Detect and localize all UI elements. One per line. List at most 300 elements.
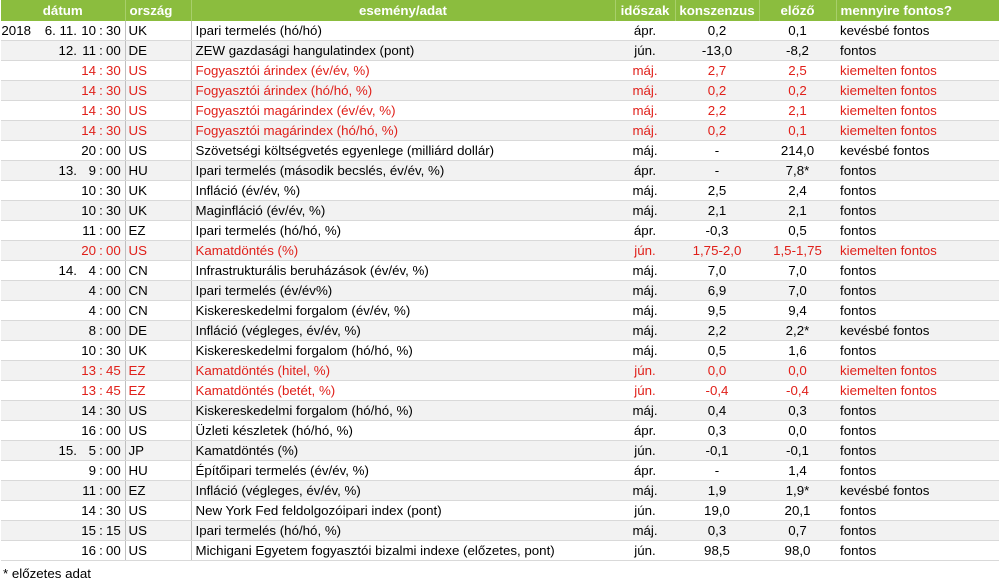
event-cell: Kamatdöntés (betét, %) (191, 381, 615, 401)
table-row (1, 381, 999, 401)
date-cell (1, 521, 125, 541)
period-cell: máj. (615, 321, 675, 341)
hour: 10 (81, 23, 96, 38)
country-cell: HU (125, 161, 191, 181)
date-cell (1, 541, 125, 561)
period-cell: ápr. (615, 221, 675, 241)
consensus-cell: 6,9 (675, 281, 759, 301)
hour: 5 (88, 443, 96, 458)
minute: 00 (106, 283, 121, 298)
date-cell (1, 361, 125, 381)
time-separator: : (99, 283, 103, 298)
time-separator: : (99, 443, 103, 458)
consensus-cell: 7,0 (675, 261, 759, 281)
minute: 30 (106, 23, 121, 38)
country-cell: US (125, 241, 191, 261)
date-cell (1, 501, 125, 521)
day: 13. (58, 163, 77, 178)
minute: 30 (106, 503, 121, 518)
previous-cell: 9,4 (759, 301, 836, 321)
minute: 00 (106, 423, 121, 438)
importance-cell: fontos (836, 441, 999, 461)
table-row (1, 221, 999, 241)
table-row (1, 521, 999, 541)
country-cell: DE (125, 321, 191, 341)
time-separator: : (99, 383, 103, 398)
country-cell: US (125, 501, 191, 521)
table-row (1, 461, 999, 481)
country-cell: CN (125, 301, 191, 321)
previous-cell: 0,2 (759, 81, 836, 101)
minute: 30 (106, 63, 121, 78)
time-separator: : (99, 303, 103, 318)
table-row (1, 481, 999, 501)
date-cell (1, 281, 125, 301)
event-cell: Fogyasztói magárindex (év/év, %) (191, 101, 615, 121)
minute: 45 (106, 363, 121, 378)
country-cell: HU (125, 461, 191, 481)
table-row (1, 101, 999, 121)
consensus-cell: 2,7 (675, 61, 759, 81)
event-cell: Infláció (év/év, %) (191, 181, 615, 201)
hour: 14 (81, 503, 96, 518)
table-row (1, 441, 999, 461)
previous-cell: 7,0 (759, 261, 836, 281)
hour: 16 (81, 423, 96, 438)
country-cell: EZ (125, 361, 191, 381)
day: 14. (58, 263, 77, 278)
importance-cell: kevésbé fontos (836, 141, 999, 161)
minute: 00 (106, 163, 121, 178)
table-row (1, 201, 999, 221)
minute: 00 (106, 43, 121, 58)
minute: 00 (106, 243, 121, 258)
consensus-cell: - (675, 461, 759, 481)
event-cell: Szövetségi költségvetés egyenlege (milliárd dollár) (191, 141, 615, 161)
consensus-cell: 19,0 (675, 501, 759, 521)
time-separator: : (99, 363, 103, 378)
consensus-cell: 2,2 (675, 101, 759, 121)
time-separator: : (99, 63, 103, 78)
time-separator: : (99, 323, 103, 338)
time-separator: : (99, 483, 103, 498)
importance-cell: kiemelten fontos (836, 101, 999, 121)
period-cell: jún. (615, 441, 675, 461)
consensus-cell: 0,3 (675, 421, 759, 441)
period-cell: máj. (615, 181, 675, 201)
hour: 4 (88, 283, 96, 298)
table-row (1, 321, 999, 341)
importance-cell: fontos (836, 41, 999, 61)
importance-cell: kiemelten fontos (836, 361, 999, 381)
importance-cell: fontos (836, 261, 999, 281)
hour: 20 (81, 143, 96, 158)
date-cell (1, 301, 125, 321)
event-cell: Michigani Egyetem fogyasztói bizalmi indexe (előzetes, pont) (191, 541, 615, 561)
event-cell: Maginfláció (év/év, %) (191, 201, 615, 221)
period-cell: ápr. (615, 421, 675, 441)
event-cell: Infrastrukturális beruházások (év/év, %) (191, 261, 615, 281)
event-cell: New York Fed feldolgozóipari index (pont) (191, 501, 615, 521)
hour: 4 (88, 303, 96, 318)
period-cell: máj. (615, 341, 675, 361)
day: 6. 11. (44, 23, 77, 38)
minute: 30 (106, 103, 121, 118)
consensus-cell: 2,1 (675, 201, 759, 221)
consensus-cell: 98,5 (675, 541, 759, 561)
event-cell: Ipari termelés (hó/hó, %) (191, 521, 615, 541)
period-cell: máj. (615, 101, 675, 121)
table-row (1, 361, 999, 381)
table-row (1, 401, 999, 421)
time-separator: : (99, 43, 103, 58)
hour: 14 (81, 403, 96, 418)
country-cell: EZ (125, 381, 191, 401)
country-cell: UK (125, 181, 191, 201)
country-cell: JP (125, 441, 191, 461)
importance-cell: fontos (836, 181, 999, 201)
time-separator: : (99, 163, 103, 178)
hour: 20 (81, 243, 96, 258)
event-cell: Kamatdöntés (hitel, %) (191, 361, 615, 381)
date-cell (1, 421, 125, 441)
country-cell: US (125, 141, 191, 161)
period-cell: jún. (615, 541, 675, 561)
date-cell (1, 61, 125, 81)
period-cell: ápr. (615, 21, 675, 41)
time-separator: : (99, 543, 103, 558)
hour: 11 (82, 223, 96, 238)
event-cell: Kamatdöntés (%) (191, 441, 615, 461)
time-separator: : (99, 463, 103, 478)
importance-cell: kiemelten fontos (836, 381, 999, 401)
date-cell (1, 21, 125, 41)
country-cell: UK (125, 341, 191, 361)
consensus-cell: 0,0 (675, 361, 759, 381)
hour: 14 (81, 103, 96, 118)
importance-cell: kevésbé fontos (836, 321, 999, 341)
event-cell: Ipari termelés (hó/hó, %) (191, 221, 615, 241)
previous-cell: 2,4 (759, 181, 836, 201)
previous-cell: 0,0 (759, 361, 836, 381)
date-cell (1, 221, 125, 241)
day: 12. (58, 43, 77, 58)
previous-cell: 2,1 (759, 101, 836, 121)
hour: 11 (82, 483, 96, 498)
table-row (1, 501, 999, 521)
previous-cell: 2,1 (759, 201, 836, 221)
date-cell (1, 121, 125, 141)
importance-cell: fontos (836, 201, 999, 221)
importance-cell: fontos (836, 521, 999, 541)
consensus-cell: 0,2 (675, 81, 759, 101)
minute: 15 (106, 523, 121, 538)
importance-cell: kiemelten fontos (836, 81, 999, 101)
table-row (1, 261, 999, 281)
table-row (1, 161, 999, 181)
country-cell: DE (125, 41, 191, 61)
consensus-cell: 0,3 (675, 521, 759, 541)
hour: 14 (81, 123, 96, 138)
time-separator: : (99, 403, 103, 418)
period-cell: máj. (615, 201, 675, 221)
event-cell: Kiskereskedelmi forgalom (hó/hó, %) (191, 401, 615, 421)
previous-cell: 0,1 (759, 121, 836, 141)
time-separator: : (99, 263, 103, 278)
time-separator: : (99, 83, 103, 98)
consensus-cell: -0,3 (675, 221, 759, 241)
previous-cell: 1,9* (759, 481, 836, 501)
hour: 16 (81, 543, 96, 558)
minute: 45 (106, 383, 121, 398)
date-cell (1, 461, 125, 481)
minute: 00 (106, 303, 121, 318)
previous-cell: 7,8* (759, 161, 836, 181)
date-cell (1, 141, 125, 161)
previous-cell: 7,0 (759, 281, 836, 301)
date-cell (1, 261, 125, 281)
minute: 00 (106, 143, 121, 158)
event-cell: ZEW gazdasági hangulatindex (pont) (191, 41, 615, 61)
previous-cell: 1,5-1,75 (759, 241, 836, 261)
event-cell: Ipari termelés (hó/hó) (191, 21, 615, 41)
time-separator: : (99, 503, 103, 518)
previous-cell: 0,7 (759, 521, 836, 541)
country-cell: US (125, 541, 191, 561)
date-cell (1, 441, 125, 461)
time-separator: : (99, 23, 103, 38)
header-consensus: konszenzus (675, 0, 759, 21)
event-cell: Kiskereskedelmi forgalom (hó/hó, %) (191, 341, 615, 361)
minute: 30 (106, 203, 121, 218)
economic-calendar-table (1, 0, 999, 561)
date-cell (1, 401, 125, 421)
country-cell: US (125, 121, 191, 141)
consensus-cell: 9,5 (675, 301, 759, 321)
minute: 00 (106, 223, 121, 238)
date-cell (1, 81, 125, 101)
time-separator: : (99, 243, 103, 258)
time-separator: : (99, 423, 103, 438)
date-cell (1, 101, 125, 121)
importance-cell: fontos (836, 161, 999, 181)
importance-cell: fontos (836, 421, 999, 441)
period-cell: jún. (615, 241, 675, 261)
table-row (1, 181, 999, 201)
importance-cell: kiemelten fontos (836, 121, 999, 141)
event-cell: Kiskereskedelmi forgalom (év/év, %) (191, 301, 615, 321)
consensus-cell: 0,5 (675, 341, 759, 361)
period-cell: ápr. (615, 461, 675, 481)
period-cell: jún. (615, 41, 675, 61)
hour: 14 (81, 83, 96, 98)
previous-cell: 0,5 (759, 221, 836, 241)
period-cell: máj. (615, 481, 675, 501)
period-cell: máj. (615, 121, 675, 141)
hour: 8 (88, 323, 96, 338)
previous-cell: -8,2 (759, 41, 836, 61)
year: 2018 (1, 23, 31, 38)
period-cell: jún. (615, 501, 675, 521)
minute: 30 (106, 343, 121, 358)
hour: 10 (81, 343, 96, 358)
minute: 30 (106, 403, 121, 418)
importance-cell: fontos (836, 501, 999, 521)
consensus-cell: - (675, 141, 759, 161)
country-cell: US (125, 521, 191, 541)
minute: 00 (106, 263, 121, 278)
country-cell: EZ (125, 221, 191, 241)
table-row (1, 421, 999, 441)
importance-cell: kiemelten fontos (836, 241, 999, 261)
event-cell: Fogyasztói árindex (év/év, %) (191, 61, 615, 81)
importance-cell: kevésbé fontos (836, 481, 999, 501)
minute: 30 (106, 83, 121, 98)
country-cell: UK (125, 201, 191, 221)
consensus-cell: - (675, 161, 759, 181)
country-cell: CN (125, 261, 191, 281)
table-row (1, 341, 999, 361)
period-cell: máj. (615, 281, 675, 301)
header-date: dátum (1, 0, 125, 21)
period-cell: máj. (615, 301, 675, 321)
previous-cell: 0,0 (759, 421, 836, 441)
hour: 9 (88, 163, 96, 178)
importance-cell: fontos (836, 401, 999, 421)
country-cell: EZ (125, 481, 191, 501)
date-cell (1, 41, 125, 61)
minute: 00 (106, 463, 121, 478)
date-cell (1, 181, 125, 201)
previous-cell: -0,4 (759, 381, 836, 401)
event-cell: Fogyasztói árindex (hó/hó, %) (191, 81, 615, 101)
hour: 13 (81, 383, 96, 398)
event-cell: Kamatdöntés (%) (191, 241, 615, 261)
period-cell: máj. (615, 61, 675, 81)
consensus-cell: -13,0 (675, 41, 759, 61)
minute: 00 (106, 323, 121, 338)
previous-cell: 2,2* (759, 321, 836, 341)
table-row (1, 21, 999, 41)
table-row (1, 41, 999, 61)
event-cell: Fogyasztói magárindex (hó/hó, %) (191, 121, 615, 141)
table-row (1, 541, 999, 561)
event-cell: Ipari termelés (második becslés, év/év, %) (191, 161, 615, 181)
table-row (1, 141, 999, 161)
consensus-cell: 1,75-2,0 (675, 241, 759, 261)
consensus-cell: 2,5 (675, 181, 759, 201)
time-separator: : (99, 203, 103, 218)
period-cell: jún. (615, 361, 675, 381)
time-separator: : (99, 123, 103, 138)
header-period: időszak (615, 0, 675, 21)
previous-cell: 98,0 (759, 541, 836, 561)
consensus-cell: 1,9 (675, 481, 759, 501)
time-separator: : (99, 103, 103, 118)
consensus-cell: -0,4 (675, 381, 759, 401)
minute: 00 (106, 543, 121, 558)
period-cell: máj. (615, 401, 675, 421)
event-cell: Ipari termelés (év/év%) (191, 281, 615, 301)
previous-cell: 1,4 (759, 461, 836, 481)
table-row (1, 61, 999, 81)
date-cell (1, 341, 125, 361)
period-cell: jún. (615, 381, 675, 401)
consensus-cell: 0,4 (675, 401, 759, 421)
time-separator: : (99, 183, 103, 198)
time-separator: : (99, 143, 103, 158)
event-cell: Infláció (végleges, év/év, %) (191, 321, 615, 341)
hour: 10 (81, 183, 96, 198)
date-cell (1, 381, 125, 401)
consensus-cell: -0,1 (675, 441, 759, 461)
date-cell (1, 321, 125, 341)
hour: 14 (81, 63, 96, 78)
importance-cell: fontos (836, 341, 999, 361)
previous-cell: 1,6 (759, 341, 836, 361)
table-row (1, 241, 999, 261)
country-cell: UK (125, 21, 191, 41)
time-separator: : (99, 223, 103, 238)
previous-cell: 0,3 (759, 401, 836, 421)
minute: 00 (106, 443, 121, 458)
importance-cell: fontos (836, 541, 999, 561)
importance-cell: fontos (836, 221, 999, 241)
table-row (1, 281, 999, 301)
period-cell: máj. (615, 81, 675, 101)
table-row (1, 301, 999, 321)
hour: 11 (82, 43, 96, 58)
consensus-cell: 0,2 (675, 121, 759, 141)
hour: 10 (81, 203, 96, 218)
date-cell (1, 201, 125, 221)
importance-cell: fontos (836, 301, 999, 321)
period-cell: ápr. (615, 161, 675, 181)
consensus-cell: 0,2 (675, 21, 759, 41)
country-cell: US (125, 101, 191, 121)
date-cell (1, 481, 125, 501)
consensus-cell: 2,2 (675, 321, 759, 341)
period-cell: máj. (615, 261, 675, 281)
table-row (1, 81, 999, 101)
header-event: esemény/adat (191, 0, 615, 21)
hour: 9 (88, 463, 96, 478)
period-cell: máj. (615, 141, 675, 161)
table-row (1, 121, 999, 141)
date-cell (1, 161, 125, 181)
header-importance: mennyire fontos? (836, 0, 999, 21)
hour: 4 (88, 263, 96, 278)
hour: 15 (81, 523, 96, 538)
header-row (1, 0, 999, 21)
event-cell: Üzleti készletek (hó/hó, %) (191, 421, 615, 441)
country-cell: US (125, 61, 191, 81)
footnote: * előzetes adat (3, 566, 91, 581)
header-previous: előző (759, 0, 836, 21)
time-separator: : (99, 523, 103, 538)
previous-cell: 2,5 (759, 61, 836, 81)
previous-cell: 214,0 (759, 141, 836, 161)
importance-cell: fontos (836, 461, 999, 481)
hour: 13 (81, 363, 96, 378)
importance-cell: fontos (836, 281, 999, 301)
minute: 30 (106, 123, 121, 138)
minute: 30 (106, 183, 121, 198)
country-cell: CN (125, 281, 191, 301)
time-separator: : (99, 343, 103, 358)
previous-cell: 0,1 (759, 21, 836, 41)
minute: 00 (106, 483, 121, 498)
